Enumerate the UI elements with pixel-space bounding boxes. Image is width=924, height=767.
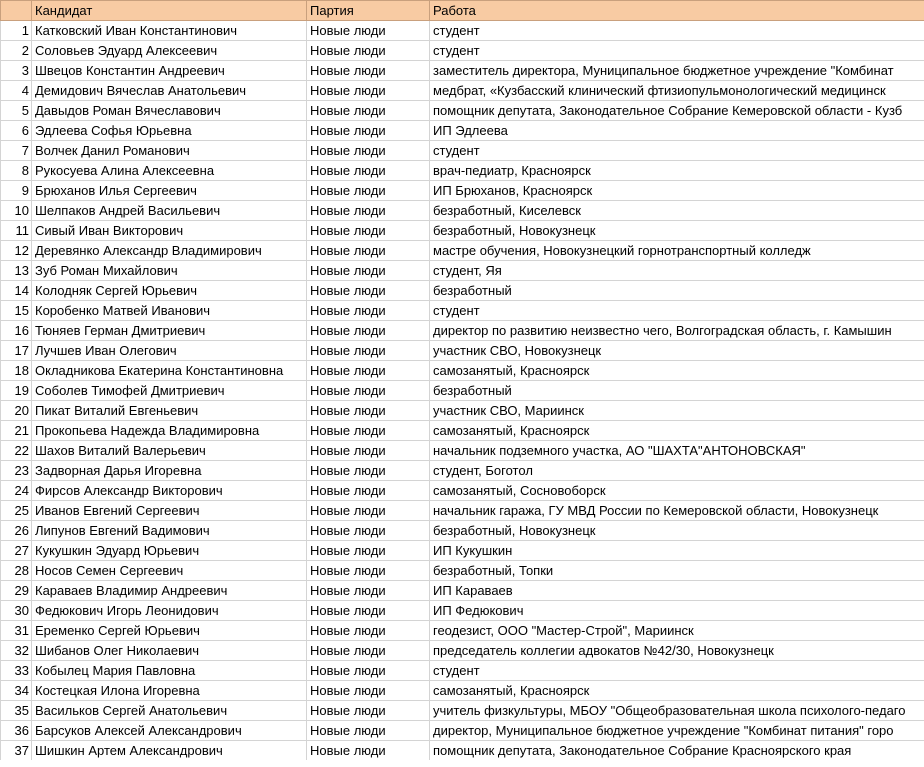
cell-work[interactable]: геодезист, ООО "Мастер-Строй", Мариинск (430, 621, 924, 641)
table-row (1, 261, 924, 281)
table-row (1, 121, 924, 141)
cell-work[interactable]: помощник депутата, Законодательное Собрание Красноярского края (430, 741, 924, 761)
cell-party[interactable]: Новые люди (307, 661, 430, 681)
cell-party[interactable]: Новые люди (307, 461, 430, 481)
cell-work[interactable]: безработный (430, 281, 924, 301)
cell-work[interactable]: студент, Боготол (430, 461, 924, 481)
cell-candidate[interactable]: Кукушкин Эдуард Юрьевич (32, 541, 307, 561)
table-row (1, 541, 924, 561)
table-row (1, 581, 924, 601)
cell-candidate[interactable]: Васильков Сергей Анатольевич (32, 701, 307, 721)
table-row (1, 681, 924, 701)
cell-num[interactable]: 12 (1, 241, 32, 261)
header-cell-candidate[interactable]: Кандидат (32, 1, 307, 21)
cell-work[interactable]: безработный, Новокузнецк (430, 521, 924, 541)
cell-candidate[interactable]: Шелпаков Андрей Васильевич (32, 201, 307, 221)
cell-work[interactable]: учитель физкультуры, МБОУ "Общеобразовательная школа психолого-педаго (430, 701, 924, 721)
cell-work[interactable]: студент (430, 41, 924, 61)
cell-candidate[interactable]: Демидович Вячеслав Анатольевич (32, 81, 307, 101)
cell-party[interactable]: Новые люди (307, 681, 430, 701)
cell-work[interactable]: мастре обучения, Новокузнецкий горнотранспортный колледж (430, 241, 924, 261)
table-row (1, 41, 924, 61)
table-row (1, 321, 924, 341)
cell-candidate[interactable]: Задворная Дарья Игоревна (32, 461, 307, 481)
header-cell-party[interactable]: Партия (307, 1, 430, 21)
cell-party[interactable]: Новые люди (307, 161, 430, 181)
table-row (1, 381, 924, 401)
cell-candidate[interactable]: Давыдов Роман Вячеславович (32, 101, 307, 121)
cell-num[interactable]: 35 (1, 701, 32, 721)
cell-party[interactable]: Новые люди (307, 201, 430, 221)
cell-num[interactable]: 19 (1, 381, 32, 401)
cell-party[interactable]: Новые люди (307, 381, 430, 401)
cell-candidate[interactable]: Колодняк Сергей Юрьевич (32, 281, 307, 301)
cell-num[interactable]: 36 (1, 721, 32, 741)
cell-party[interactable]: Новые люди (307, 301, 430, 321)
cell-num[interactable]: 33 (1, 661, 32, 681)
cell-num[interactable]: 25 (1, 501, 32, 521)
cell-candidate[interactable]: Окладникова Екатерина Константиновна (32, 361, 307, 381)
cell-work[interactable]: ИП Федюкович (430, 601, 924, 621)
cell-party[interactable]: Новые люди (307, 141, 430, 161)
table-row (1, 221, 924, 241)
cell-party[interactable]: Новые люди (307, 281, 430, 301)
cell-work[interactable]: безработный, Топки (430, 561, 924, 581)
cell-candidate[interactable]: Зуб Роман Михайлович (32, 261, 307, 281)
cell-work[interactable]: директор по развитию неизвестно чего, Волгоградская область, г. Камышин (430, 321, 924, 341)
cell-candidate[interactable]: Эдлеева Софья Юрьевна (32, 121, 307, 141)
cell-party[interactable]: Новые люди (307, 421, 430, 441)
table-row (1, 141, 924, 161)
cell-candidate[interactable]: Соловьев Эдуард Алексеевич (32, 41, 307, 61)
cell-work[interactable]: студент (430, 21, 924, 41)
cell-candidate[interactable]: Катковский Иван Константинович (32, 21, 307, 41)
cell-work[interactable]: участник СВО, Новокузнецк (430, 341, 924, 361)
cell-party[interactable]: Новые люди (307, 321, 430, 341)
cell-candidate[interactable]: Шишкин Артем Александрович (32, 741, 307, 761)
table-row (1, 281, 924, 301)
cell-party[interactable]: Новые люди (307, 21, 430, 41)
table-row (1, 161, 924, 181)
cell-num[interactable]: 24 (1, 481, 32, 501)
cell-num[interactable]: 34 (1, 681, 32, 701)
cell-party[interactable]: Новые люди (307, 541, 430, 561)
cell-num[interactable]: 18 (1, 361, 32, 381)
cell-work[interactable]: ИП Брюханов, Красноярск (430, 181, 924, 201)
table-row (1, 501, 924, 521)
cell-party[interactable]: Новые люди (307, 101, 430, 121)
cell-num[interactable]: 22 (1, 441, 32, 461)
cell-num[interactable]: 14 (1, 281, 32, 301)
header-row (1, 1, 924, 21)
cell-work[interactable]: безработный (430, 381, 924, 401)
table-row (1, 361, 924, 381)
cell-num[interactable]: 5 (1, 101, 32, 121)
cell-num[interactable]: 28 (1, 561, 32, 581)
cell-work[interactable]: студент, Яя (430, 261, 924, 281)
table-row (1, 721, 924, 741)
cell-party[interactable]: Новые люди (307, 601, 430, 621)
cell-party[interactable]: Новые люди (307, 401, 430, 421)
table-row (1, 301, 924, 321)
cell-party[interactable]: Новые люди (307, 501, 430, 521)
cell-party[interactable]: Новые люди (307, 241, 430, 261)
cell-candidate[interactable]: Волчек Данил Романович (32, 141, 307, 161)
cell-num[interactable]: 20 (1, 401, 32, 421)
cell-work[interactable]: самозанятый, Красноярск (430, 681, 924, 701)
cell-work[interactable]: участник СВО, Мариинск (430, 401, 924, 421)
cell-candidate[interactable]: Деревянко Александр Владимирович (32, 241, 307, 261)
table-row (1, 461, 924, 481)
cell-party[interactable]: Новые люди (307, 521, 430, 541)
cell-num[interactable]: 7 (1, 141, 32, 161)
table-row (1, 241, 924, 261)
cell-party[interactable]: Новые люди (307, 701, 430, 721)
cell-candidate[interactable]: Брюханов Илья Сергеевич (32, 181, 307, 201)
cell-party[interactable]: Новые люди (307, 41, 430, 61)
cell-candidate[interactable]: Сивый Иван Викторович (32, 221, 307, 241)
cell-work[interactable]: директор, Муниципальное бюджетное учреждение "Комбинат питания" горо (430, 721, 924, 741)
cell-num[interactable]: 17 (1, 341, 32, 361)
table-row (1, 341, 924, 361)
cell-work[interactable]: самозанятый, Сосновоборск (430, 481, 924, 501)
table-row (1, 621, 924, 641)
cell-work[interactable]: врач-педиатр, Красноярск (430, 161, 924, 181)
cell-work[interactable]: ИП Эдлеева (430, 121, 924, 141)
cell-work[interactable]: помощник депутата, Законодательное Собрание Кемеровской области - Кузб (430, 101, 924, 121)
cell-candidate[interactable]: Прокопьева Надежда Владимировна (32, 421, 307, 441)
cell-candidate[interactable]: Лучшев Иван Олегович (32, 341, 307, 361)
cell-candidate[interactable]: Караваев Владимир Андреевич (32, 581, 307, 601)
cell-num[interactable]: 26 (1, 521, 32, 541)
cell-num[interactable]: 3 (1, 61, 32, 81)
table-row (1, 641, 924, 661)
cell-num[interactable]: 32 (1, 641, 32, 661)
cell-party[interactable]: Новые люди (307, 481, 430, 501)
cell-candidate[interactable]: Шахов Виталий Валерьевич (32, 441, 307, 461)
cell-party[interactable]: Новые люди (307, 181, 430, 201)
cell-num[interactable]: 10 (1, 201, 32, 221)
cell-num[interactable]: 8 (1, 161, 32, 181)
cell-work[interactable]: начальник гаража, ГУ МВД России по Кемеровской области, Новокузнецк (430, 501, 924, 521)
table-row (1, 101, 924, 121)
cell-party[interactable]: Новые люди (307, 581, 430, 601)
table-row (1, 401, 924, 421)
cell-work[interactable]: начальник подземного участка, АО "ШАХТА"АНТОНОВСКАЯ" (430, 441, 924, 461)
cell-work[interactable]: самозанятый, Красноярск (430, 361, 924, 381)
cell-num[interactable]: 27 (1, 541, 32, 561)
cell-num[interactable]: 29 (1, 581, 32, 601)
cell-party[interactable]: Новые люди (307, 221, 430, 241)
table-row (1, 481, 924, 501)
cell-work[interactable]: ИП Караваев (430, 581, 924, 601)
cell-party[interactable]: Новые люди (307, 621, 430, 641)
cell-candidate[interactable]: Фирсов Александр Викторович (32, 481, 307, 501)
cell-work[interactable]: ИП Кукушкин (430, 541, 924, 561)
cell-work[interactable]: студент (430, 141, 924, 161)
cell-num[interactable]: 21 (1, 421, 32, 441)
table-row (1, 81, 924, 101)
cell-candidate[interactable]: Пикат Виталий Евгеньевич (32, 401, 307, 421)
cell-party[interactable]: Новые люди (307, 561, 430, 581)
cell-num[interactable]: 11 (1, 221, 32, 241)
cell-party[interactable]: Новые люди (307, 361, 430, 381)
cell-party[interactable]: Новые люди (307, 741, 430, 761)
cell-work[interactable]: безработный, Киселевск (430, 201, 924, 221)
cell-party[interactable]: Новые люди (307, 441, 430, 461)
cell-work[interactable]: безработный, Новокузнецк (430, 221, 924, 241)
cell-candidate[interactable]: Рукосуева Алина Алексеевна (32, 161, 307, 181)
cell-party[interactable]: Новые люди (307, 81, 430, 101)
table-row (1, 421, 924, 441)
cell-candidate[interactable]: Носов Семен Сергеевич (32, 561, 307, 581)
cell-candidate[interactable]: Федюкович Игорь Леонидович (32, 601, 307, 621)
cell-num[interactable]: 31 (1, 621, 32, 641)
cell-party[interactable]: Новые люди (307, 61, 430, 81)
cell-num[interactable]: 6 (1, 121, 32, 141)
cell-candidate[interactable]: Швецов Константин Андреевич (32, 61, 307, 81)
cell-candidate[interactable]: Коробенко Матвей Иванович (32, 301, 307, 321)
table-row (1, 441, 924, 461)
cell-candidate[interactable]: Липунов Евгений Вадимович (32, 521, 307, 541)
header-cell-num[interactable] (1, 1, 32, 21)
table-row (1, 741, 924, 761)
cell-work[interactable]: медбрат, «Кузбасский клинический фтизиопульмонологический медицинск (430, 81, 924, 101)
cell-num[interactable]: 23 (1, 461, 32, 481)
cell-work[interactable]: самозанятый, Красноярск (430, 421, 924, 441)
table-row (1, 701, 924, 721)
cell-candidate[interactable]: Еременко Сергей Юрьевич (32, 621, 307, 641)
table-row (1, 661, 924, 681)
table-row (1, 561, 924, 581)
cell-num[interactable]: 37 (1, 741, 32, 761)
table-row (1, 601, 924, 621)
cell-candidate[interactable]: Тюняев Герман Дмитриевич (32, 321, 307, 341)
cell-num[interactable]: 1 (1, 21, 32, 41)
cell-party[interactable]: Новые люди (307, 121, 430, 141)
table-body (1, 21, 924, 761)
cell-num[interactable]: 30 (1, 601, 32, 621)
cell-candidate[interactable]: Кобылец Мария Павловна (32, 661, 307, 681)
cell-candidate[interactable]: Барсуков Алексей Александрович (32, 721, 307, 741)
cell-party[interactable]: Новые люди (307, 721, 430, 741)
cell-candidate[interactable]: Шибанов Олег Николаевич (32, 641, 307, 661)
cell-candidate[interactable]: Костецкая Илона Игоревна (32, 681, 307, 701)
cell-num[interactable]: 13 (1, 261, 32, 281)
cell-work[interactable]: заместитель директора, Муниципальное бюджетное учреждение "Комбинат (430, 61, 924, 81)
cell-party[interactable]: Новые люди (307, 261, 430, 281)
cell-work[interactable]: студент (430, 301, 924, 321)
table-row (1, 521, 924, 541)
header-cell-work[interactable]: Работа (430, 1, 924, 21)
cell-work[interactable]: студент (430, 661, 924, 681)
cell-candidate[interactable]: Соболев Тимофей Дмитриевич (32, 381, 307, 401)
table-row (1, 201, 924, 221)
cell-candidate[interactable]: Иванов Евгений Сергеевич (32, 501, 307, 521)
table-row (1, 21, 924, 41)
cell-party[interactable]: Новые люди (307, 341, 430, 361)
cell-num[interactable]: 15 (1, 301, 32, 321)
cell-work[interactable]: председатель коллегии адвокатов №42/30, Новокузнецк (430, 641, 924, 661)
table-row (1, 61, 924, 81)
cell-num[interactable]: 9 (1, 181, 32, 201)
cell-num[interactable]: 2 (1, 41, 32, 61)
table-row (1, 181, 924, 201)
cell-num[interactable]: 16 (1, 321, 32, 341)
cell-party[interactable]: Новые люди (307, 641, 430, 661)
cell-num[interactable]: 4 (1, 81, 32, 101)
